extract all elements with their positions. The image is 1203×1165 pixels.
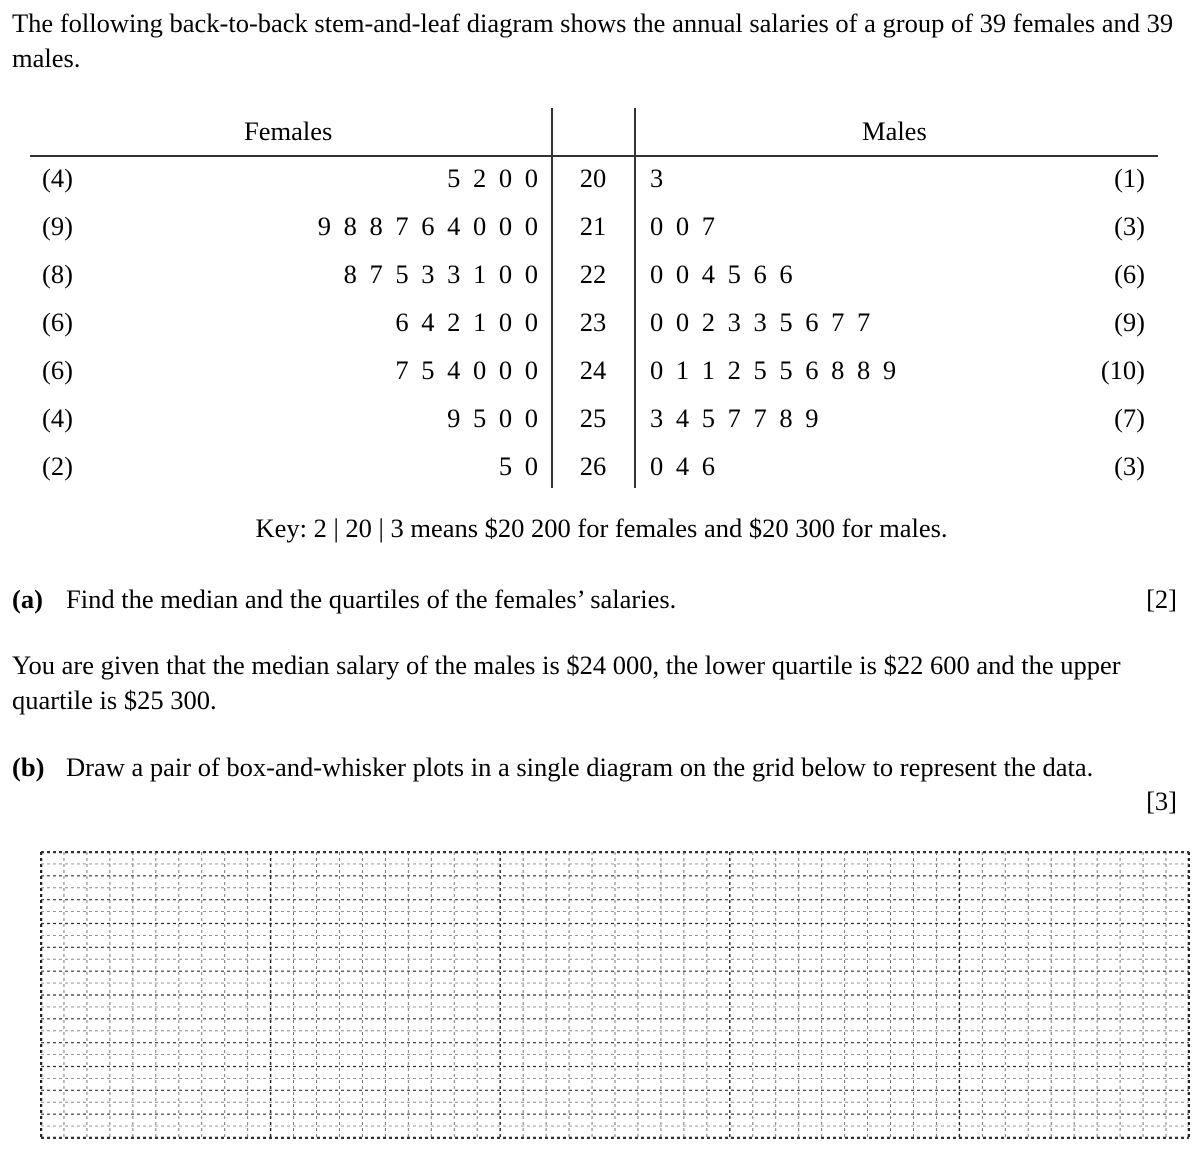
male-leaves: 0 0 4 5 6 6	[650, 259, 793, 289]
male-leaves: 0 0 2 3 3 5 6 7 7	[650, 307, 871, 337]
stem-leaf-row	[0, 259, 1203, 307]
question-b-marks: [3]	[1146, 786, 1177, 816]
header-divider	[30, 155, 1158, 157]
intro-text: The following back-to-back stem-and-leaf diagram shows the annual salaries of a group of 39 females and 39 males.	[12, 8, 1174, 73]
female-leaves: 9 5 0 0	[447, 403, 538, 433]
male-leaves: 0 4 6	[650, 451, 715, 481]
female-count: (8)	[42, 259, 73, 289]
male-count: (3)	[1114, 451, 1145, 481]
stem-leaf-row	[0, 211, 1203, 259]
male-leaves: 0 1 1 2 5 5 6 8 8 9	[650, 355, 897, 385]
stem-leaf-row	[0, 307, 1203, 355]
female-count: (9)	[42, 211, 73, 241]
female-leaves: 7 5 4 0 0 0	[395, 355, 538, 385]
female-count: (6)	[42, 307, 73, 337]
male-count: (3)	[1114, 211, 1145, 241]
females-heading: Females	[244, 116, 333, 146]
stem-value: 24	[579, 355, 607, 385]
female-count: (6)	[42, 355, 73, 385]
stem-leaf-row	[0, 163, 1203, 211]
males-heading: Males	[862, 116, 927, 146]
female-count: (2)	[42, 451, 73, 481]
stem-value: 20	[579, 163, 607, 193]
male-leaves: 0 0 7	[650, 211, 715, 241]
question-a-text: Find the median and the quartiles of the females’ salaries.	[66, 584, 677, 614]
stem-leaf-row	[0, 403, 1203, 451]
male-count: (1)	[1114, 163, 1145, 193]
question-a	[12, 582, 1177, 616]
stem-value: 26	[579, 451, 607, 481]
female-leaves: 5 2 0 0	[447, 163, 538, 193]
male-count: (6)	[1114, 259, 1145, 289]
male-count: (9)	[1114, 307, 1145, 337]
male-count: (10)	[1100, 355, 1145, 385]
male-leaves: 3 4 5 7 7 8 9	[650, 403, 819, 433]
stem-leaf-row	[0, 451, 1203, 499]
female-count: (4)	[42, 163, 73, 193]
stem-value: 22	[579, 259, 607, 289]
female-leaves: 8 7 5 3 3 1 0 0	[343, 259, 538, 289]
answer-grid[interactable]	[40, 851, 1190, 1139]
question-b	[12, 750, 1177, 818]
stem-value: 23	[579, 307, 607, 337]
question-a-label: (a)	[12, 584, 43, 614]
diagram-key: Key: 2 | 20 | 3 means $20 200 for females and $20 300 for males.	[255, 513, 948, 543]
female-count: (4)	[42, 403, 73, 433]
female-leaves: 6 4 2 1 0 0	[395, 307, 538, 337]
stem-leaf-row	[0, 355, 1203, 403]
female-leaves: 9 8 8 7 6 4 0 0 0	[317, 211, 538, 241]
stem-value: 21	[579, 211, 607, 241]
question-b-text: Draw a pair of box-and-whisker plots in a single diagram on the grid below to represent the data.	[66, 752, 1094, 782]
stem-value: 25	[579, 403, 607, 433]
question-b-label: (b)	[12, 752, 45, 782]
female-leaves: 5 0	[498, 451, 538, 481]
question-a-marks: [2]	[1146, 584, 1177, 614]
given-text: You are given that the median salary of the males is $24 000, the lower quartile is $22 600 and the upper quartile is $25 300.	[12, 650, 1121, 715]
male-leaves: 3	[650, 163, 664, 193]
male-count: (7)	[1114, 403, 1145, 433]
